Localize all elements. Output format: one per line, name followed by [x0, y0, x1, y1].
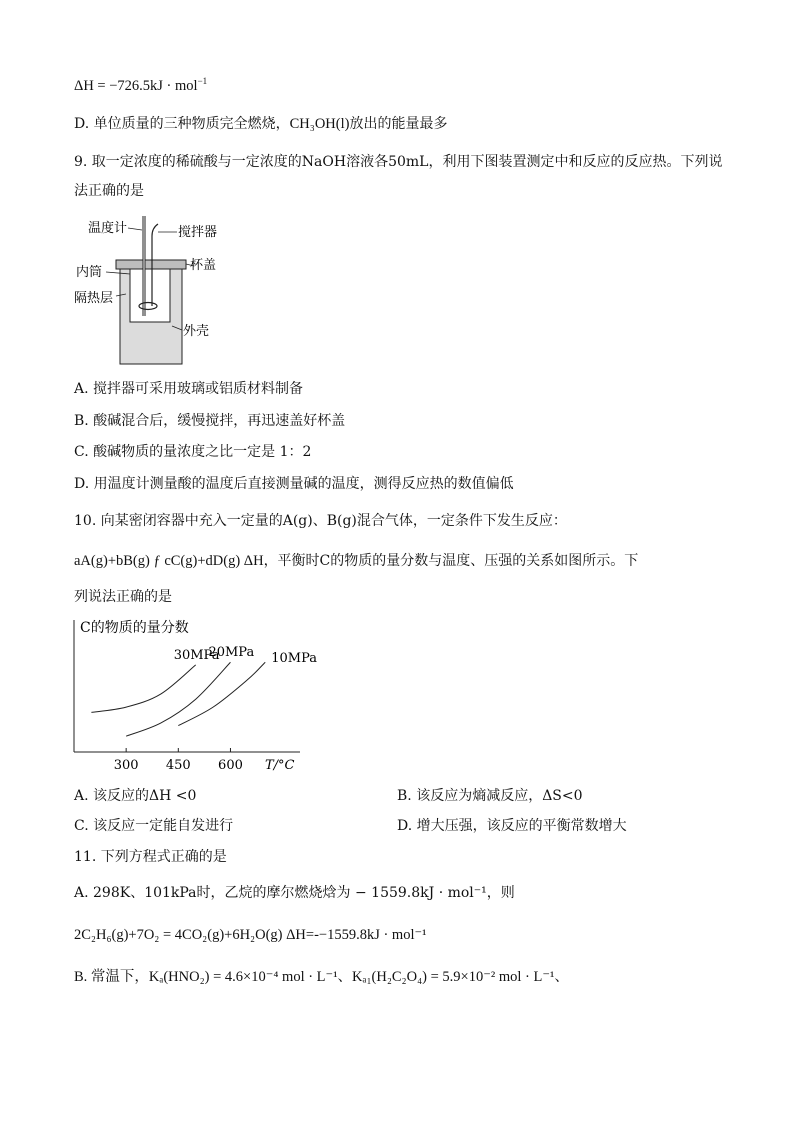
q8-option-d-formula: CH₃OH(l) — [289, 116, 350, 132]
label-insulation: 隔热层 — [74, 291, 114, 306]
q9-option-b: B. 酸碱混合后，缓慢搅拌，再迅速盖好杯盖 — [74, 413, 346, 429]
q11-stem: 11. 下列方程式正确的是 — [74, 849, 227, 865]
q10-stem-line3: 列说法正确的是 — [74, 589, 172, 605]
q9-stem-line2: 法正确的是 — [74, 183, 144, 199]
delta-h-unit-exp: −1 — [197, 76, 208, 87]
series-label-30mpa: 30MPa — [173, 647, 220, 663]
q10-option-c: C. 该反应一定能自发进行 — [74, 818, 234, 834]
q9-option-d: D. 用温度计测量酸的温度后直接测量碱的温度，测得反应热的数值偏低 — [74, 476, 514, 492]
label-shell: 外壳 — [183, 324, 210, 339]
label-lid: 杯盖 — [190, 258, 217, 273]
q10-option-d: D. 增大压强，该反应的平衡常数增大 — [397, 818, 627, 834]
calorimeter-diagram — [70, 210, 240, 370]
y-axis-label: C的物质的量分数 — [80, 620, 189, 636]
q10-option-a: A. 该反应的ΔH <0 — [74, 788, 197, 804]
label-inner-cup: 内筒 — [76, 265, 103, 280]
x-tick-label: 300 — [113, 758, 139, 773]
q10-stem-line1: 10. 向某密闭容器中充入一定量的A(g)、B(g)混合气体，一定条件下发生反应： — [74, 513, 567, 529]
q11-option-b-line1: B. 常温下，Kₐ(HNO₂) = 4.6×10⁻⁴ mol · L⁻¹、Kₐ₁(H₂C₂O₄) = 5.9×10⁻² mol · L⁻¹、 — [74, 969, 569, 985]
delta-h-value: ΔH = −726.5kJ · mol — [74, 78, 198, 94]
q11-option-a-line2: 2C₂H₆(g)+7O₂ = 4CO₂(g)+6H₂O(g) ΔH=-−1559.8kJ · mol⁻¹ — [74, 927, 427, 943]
x-tick-label: 600 — [218, 758, 243, 773]
cup-lid — [116, 260, 186, 269]
label-stirrer: 搅拌器 — [178, 225, 218, 240]
q8-option-d-pre: D. 单位质量的三种物质完全燃烧， — [74, 116, 290, 132]
q10-equation: aA(g)+bB(g) ƒ cC(g)+dD(g) ΔH — [74, 553, 264, 569]
q10-chart — [60, 612, 318, 777]
label-thermometer: 温度计 — [88, 221, 128, 236]
q10-stem-line2 — [74, 552, 638, 570]
q9-option-a: A. 搅拌器可采用玻璃或铝质材料制备 — [74, 381, 304, 397]
q10-stem-line2-rest: ，平衡时C的物质的量分数与温度、压强的关系如图所示。下 — [263, 553, 639, 569]
series-label-20mpa: 20MPa — [208, 645, 255, 661]
x-tick-label: 450 — [165, 758, 191, 773]
x-axis-label: T/°C — [265, 758, 295, 773]
q8-option-d-post: 放出的能量最多 — [349, 116, 448, 132]
q8-option-d — [74, 115, 447, 133]
series-line-30mpa — [91, 665, 195, 713]
series-group — [91, 645, 317, 736]
series-label-10mpa: 10MPa — [271, 651, 318, 667]
q10-option-b: B. 该反应为熵减反应，ΔS<0 — [397, 788, 583, 804]
q9-option-c: C. 酸碱物质的量浓度之比一定是 1：2 — [74, 444, 312, 460]
inner-cup — [130, 268, 170, 322]
q11-option-a-line1: A. 298K、101kPa时，乙烷的摩尔燃烧焓为 − 1559.8kJ · mol⁻¹，则 — [74, 885, 515, 901]
delta-h-line — [74, 77, 207, 95]
q9-stem-line1: 9. 取一定浓度的稀硫酸与一定浓度的NaOH溶液各50mL，利用下图装置测定中和反应的反应热。下列说 — [74, 154, 723, 170]
